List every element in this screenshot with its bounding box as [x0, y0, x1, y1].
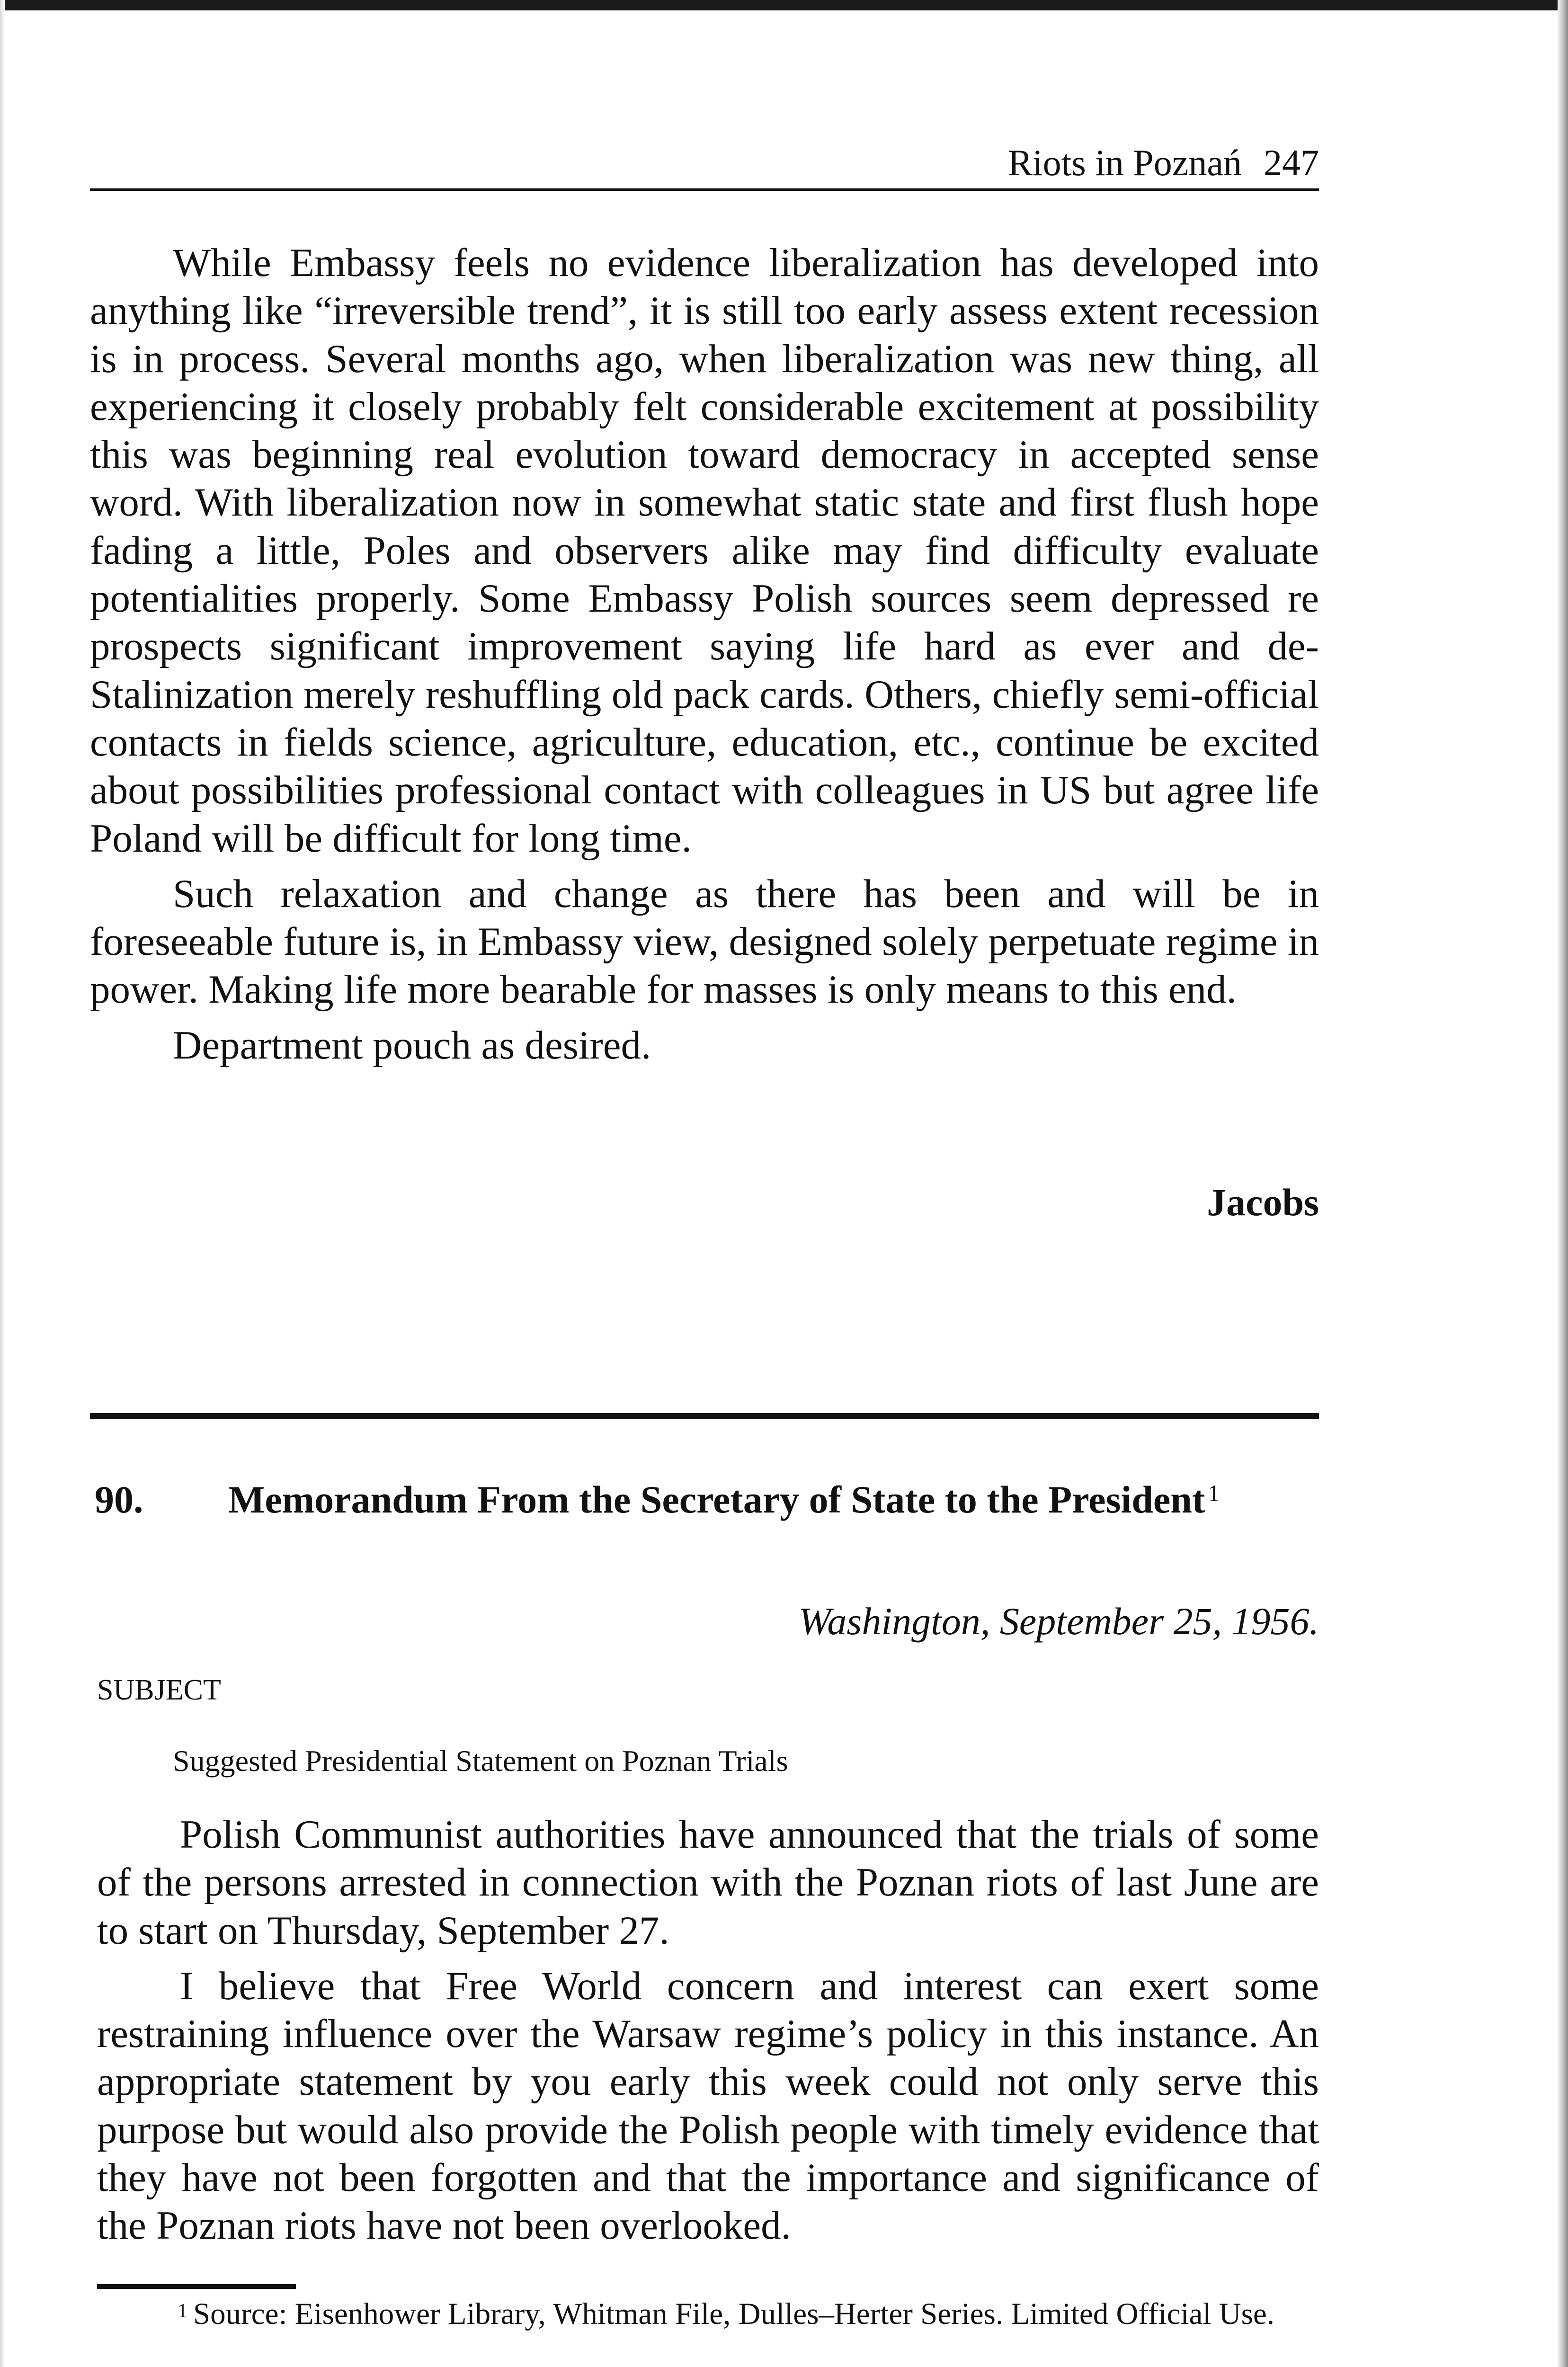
scan-top-border: [0, 0, 1568, 10]
subject-label: SUBJECT: [97, 1674, 221, 1706]
footnote-text: Source: Eisenhower Library, Whitman File, Dulles–Herter Series. Limited Official Use.: [193, 2297, 1275, 2331]
body-paragraph: While Embassy feels no evidence liberalization has developed into anything like “irreversible trend”, it is still too early assess extent recession is in process. Several months ago, when liberalization was new thing, all experiencing it closely probably felt considerable excitement at possibility this was beginning real evolution toward democracy in accepted sense word. With liberalization now in somewhat static state and first flush hope fading a little, Poles and observers alike may find difficulty evaluate potentialities properly. Some Embassy Polish sources seem depressed re prospects significant improvement saying life hard as ever and de-Stalinization merely reshuffling old pack cards. Others, chiefly semi-official contacts in fields science, agriculture, education, etc., continue be excited about possibilities professional contact with colleagues in US but agree life Poland will be difficult for long time.: [90, 240, 1319, 861]
page-number: 247: [1264, 142, 1319, 183]
document-title: Memorandum From the Secretary of State to the President: [228, 1478, 1205, 1521]
signature: Jacobs: [1207, 1181, 1319, 1224]
document-heading: [95, 1476, 1321, 1523]
telegram-continuation: [90, 239, 1319, 1069]
footnote-divider: [97, 2284, 296, 2289]
body-paragraph: Department pouch as desired.: [173, 1023, 651, 1068]
document-number: 90.: [95, 1478, 143, 1521]
memorandum-body: [97, 1811, 1319, 2250]
body-paragraph: Such relaxation and change as there has been and will be in foreseeable future is, in Embassy view, designed solely perpetuate regime in power. Making life more bearable for masses is only means to this end.: [90, 871, 1319, 1012]
running-head-title: Riots in Poznań: [1007, 142, 1242, 183]
running-head: [90, 137, 1319, 191]
footnote-marker: 1: [178, 2300, 187, 2322]
body-paragraph: I believe that Free World concern and interest can exert some restraining influence over the Warsaw regime’s policy in this instance. An appropriate statement by you early this week could not only serve this purpose but would also provide the Polish people with timely evidence that they have not been forgotten and that the importance and significance of the Poznan riots have not been overlooked.: [97, 1963, 1319, 2248]
subject-text: Suggested Presidential Statement on Poznan Trials: [173, 1744, 788, 1778]
body-paragraph: Polish Communist authorities have announced that the trials of some of the persons arrested in connection with the Poznan riots of last June are to start on Thursday, September 27.: [97, 1812, 1319, 1953]
section-divider: [90, 1413, 1319, 1419]
scan-left-edge: [0, 0, 5, 2367]
footnote: [97, 2295, 1319, 2333]
footnote-reference[interactable]: 1: [1208, 1480, 1220, 1506]
scan-right-edge: [1558, 0, 1568, 2367]
dateline: Washington, September 25, 1956.: [798, 1600, 1319, 1643]
